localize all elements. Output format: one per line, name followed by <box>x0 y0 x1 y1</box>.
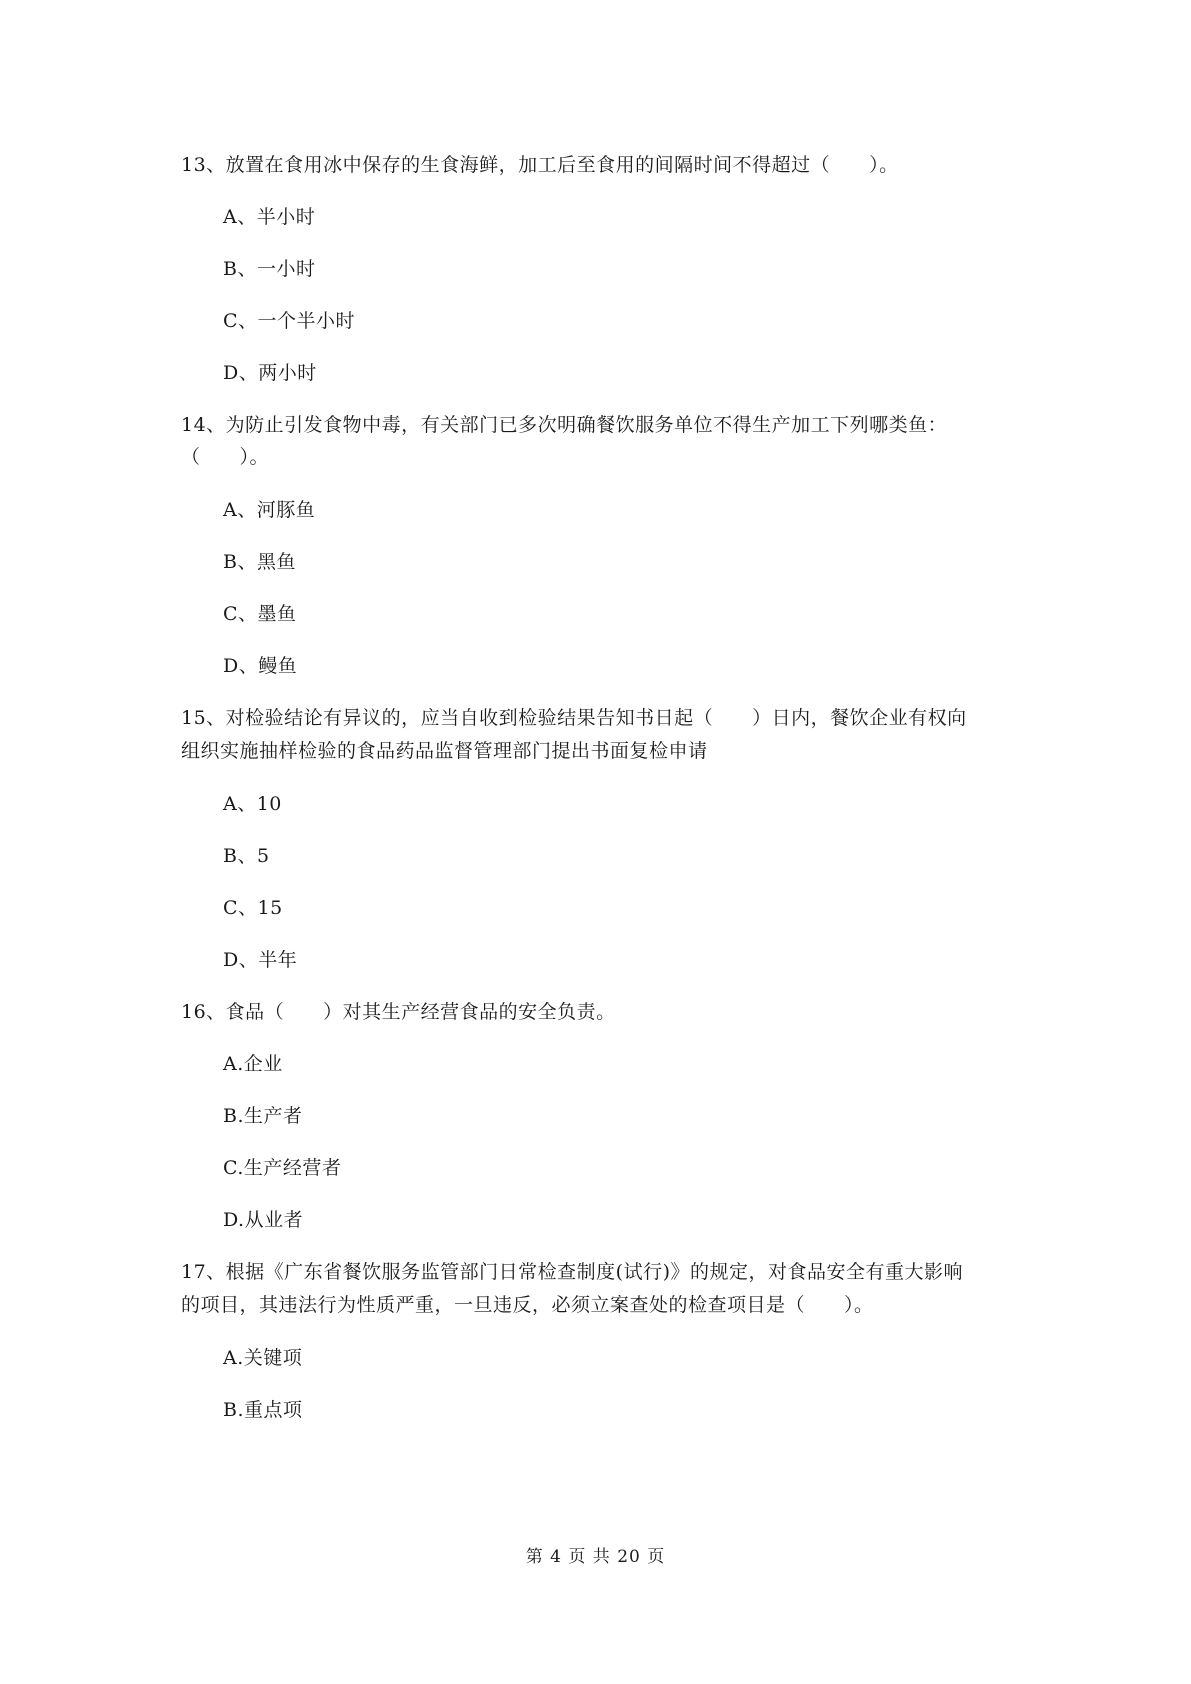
question-17-option-a: A.关键项 <box>223 1347 303 1369</box>
question-15-option-a: A、10 <box>223 793 282 815</box>
question-14-option-b: B、黑鱼 <box>223 551 296 573</box>
question-14-option-c: C、墨鱼 <box>223 603 297 625</box>
question-13-text: 13、放置在食用冰中保存的生食海鲜，加工后至食用的间隔时间不得超过（ ）。 <box>181 154 899 176</box>
question-14-text-continued: （ ）。 <box>181 446 270 468</box>
question-16-option-c: C.生产经营者 <box>223 1157 342 1179</box>
question-13-option-a: A、半小时 <box>223 206 316 228</box>
question-15-option-d: D、半年 <box>223 949 298 971</box>
question-14-option-d: D、鳗鱼 <box>223 655 298 677</box>
question-13-option-b: B、一小时 <box>223 258 316 280</box>
question-14-text: 14、为防止引发食物中毒，有关部门已多次明确餐饮服务单位不得生产加工下列哪类鱼： <box>181 414 948 436</box>
question-16-option-a: A.企业 <box>223 1053 283 1075</box>
page-number-footer: 第 4 页 共 20 页 <box>525 1547 666 1567</box>
question-15-text-continued: 组织实施抽样检验的食品药品监督管理部门提出书面复检申请 <box>181 740 708 762</box>
question-13-option-c: C、一个半小时 <box>223 310 356 332</box>
question-13-option-d: D、两小时 <box>223 362 317 384</box>
question-17-text: 17、根据《广东省餐饮服务监管部门日常检查制度(试行)》的规定，对食品安全有重大影响 <box>181 1261 964 1283</box>
question-17-text-continued: 的项目，其违法行为性质严重，一旦违反，必须立案查处的检查项目是（ ）。 <box>181 1294 874 1316</box>
question-15-text: 15、对检验结论有异议的，应当自收到检验结果告知书日起（ ）日内，餐饮企业有权向 <box>181 707 967 729</box>
question-14-option-a: A、河豚鱼 <box>223 499 316 521</box>
question-16-option-d: D.从业者 <box>223 1209 304 1231</box>
question-17-option-b: B.重点项 <box>223 1399 303 1421</box>
question-15-option-c: C、15 <box>223 897 283 919</box>
question-16-option-b: B.生产者 <box>223 1105 303 1127</box>
question-15-option-b: B、5 <box>223 845 270 867</box>
question-16-text: 16、食品（ ）对其生产经营食品的安全负责。 <box>181 1001 616 1023</box>
